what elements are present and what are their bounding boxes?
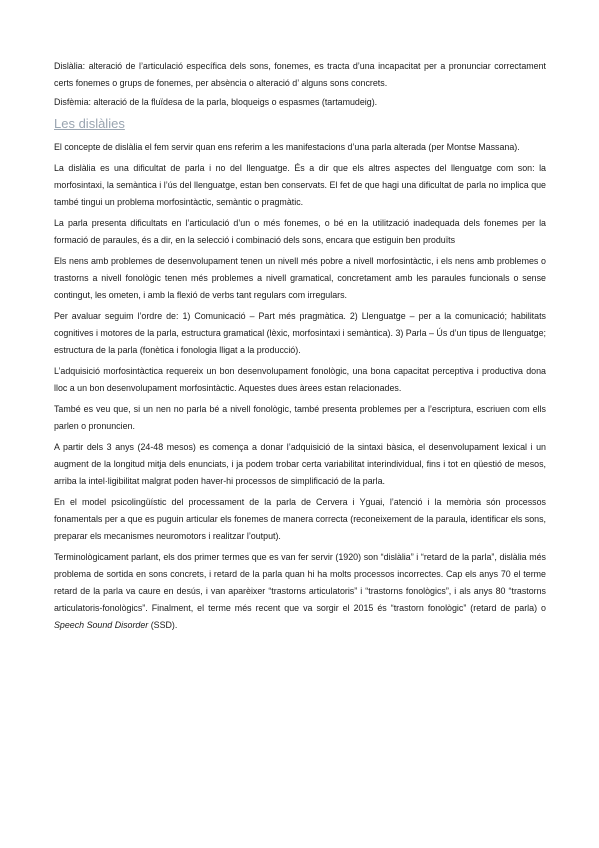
dislalia-definition: Dislàlia: alteració de l’articulació específica dels sons, fonemes, es tracta d’una incapacitat per a pronunciar correctament certs fonemes o grups de fonemes, per absència o alteració d’ alguns sons concrets. — [54, 61, 546, 88]
paragraph-morphosyntax: L’adquisició morfosintàctica requereix un bon desenvolupament fonològic, una bona capacitat perceptiva i productiva dona lloc a un bon desenvolupament morfosintàctic. Aquestes dues àrees estan relacionades. — [54, 366, 546, 393]
disfemia-definition: Disfèmia: alteració de la fluïdesa de la parla, bloqueigs o espasmes (tartamudeig). — [54, 97, 378, 107]
paragraph-articulation: La parla presenta dificultats en l’articulació d’un o més fonemes, o bé en la utilització inadequada dels fonemes per la formació de paraules, és a dir, en la selecció i combinació dels sons, encara que estiguin ben produïts — [54, 218, 546, 245]
terminology-end: (SSD). — [148, 620, 178, 630]
paragraph-development: Els nens amb problemes de desenvolupament tenen un nivell més pobre a nivell morfosintàctic, i els nens amb problemes o trastorns a nivell fonològic tenen més problemes a nivell gramatical, concretament amb les paraules funcionals o sense contingut, les ometen, i amb la flexió de verbs tant regulars com irregulars. — [54, 256, 546, 300]
paragraph-three-years: A partir dels 3 anys (24-48 mesos) es comença a donar l’adquisició de la sintaxi bàsica, el desenvolupament lexical i un augment de la longitud mitja dels enunciats, i ja podem trobar certa variabilitat interindividual, fins i tot en qüestió de mesos, arriba la intel·ligibilitat malgrat poden haver-hi processos de simplificació de la parla. — [54, 442, 546, 486]
paragraph-writing: També es veu que, si un nen no parla bé a nivell fonològic, també presenta problemes per a l’escriptura, escriuen com ells parlen o pronuncien. — [54, 404, 546, 431]
section-heading: Les dislàlies — [54, 116, 125, 131]
paragraph-psycholinguistic-model: En el model psicolingüístic del processament de la parla de Cervera i Yguai, l’atenció i la memòria són processos fonamentals per a que es puguin articular els fonemes de manera correcta (reconeixement de la paraula, identificar els sons, preparar els mecanismes neuromotors i realitzar l’output). — [54, 497, 546, 541]
ssd-term: Speech Sound Disorder — [54, 620, 149, 630]
document-page — [54, 58, 546, 638]
paragraph-evaluation-order: Per avaluar seguim l’ordre de: 1) Comunicació – Part més pragmàtica. 2) Llenguatge – per a la comunicació; habilitats cognitives i motores de la parla, estructura gramatical (lèxic, morfosintaxi i semàntica). 3) Parla – Ús d’un tipus de llenguatge; estructura de la parla (fonètica i fonologia lligat a la producció). — [54, 311, 546, 355]
paragraph-concept: El concepte de dislàlia el fem servir quan ens referim a les manifestacions d’una parla alterada (per Montse Massana). — [54, 142, 520, 152]
paragraph-speech-vs-language: La dislàlia es una dificultat de parla i no del llenguatge. És a dir que els altres aspectes del llenguatge com son: la morfosintaxi, la semàntica i l’ús del llenguatge, estan ben conservats. El fet de que hagi una dificultat de parla no implica que també tingui un problema morfosintàctic, semàntic o pragmàtic. — [54, 163, 546, 207]
terminology-text: Terminològicament parlant, els dos primer termes que es van fer servir (1920) son “dislàlia” i “retard de la parla”, dislàlia més problema de sortida en sons concrets, i retard de la parla quan hi ha molts processos incorrectes. Cap els anys 70 el terme retard de la parla va caure en desús, i van aparèixer “trastorns articulatoris” i “trastorns fonològics”, i als anys 80 “trastorns articulatoris-fonològics”. Finalment, el terme més recent que va sorgir el 2015 és “trastorn fonològic” (retard de parla) o — [54, 552, 546, 613]
paragraph-terminology — [54, 549, 546, 634]
